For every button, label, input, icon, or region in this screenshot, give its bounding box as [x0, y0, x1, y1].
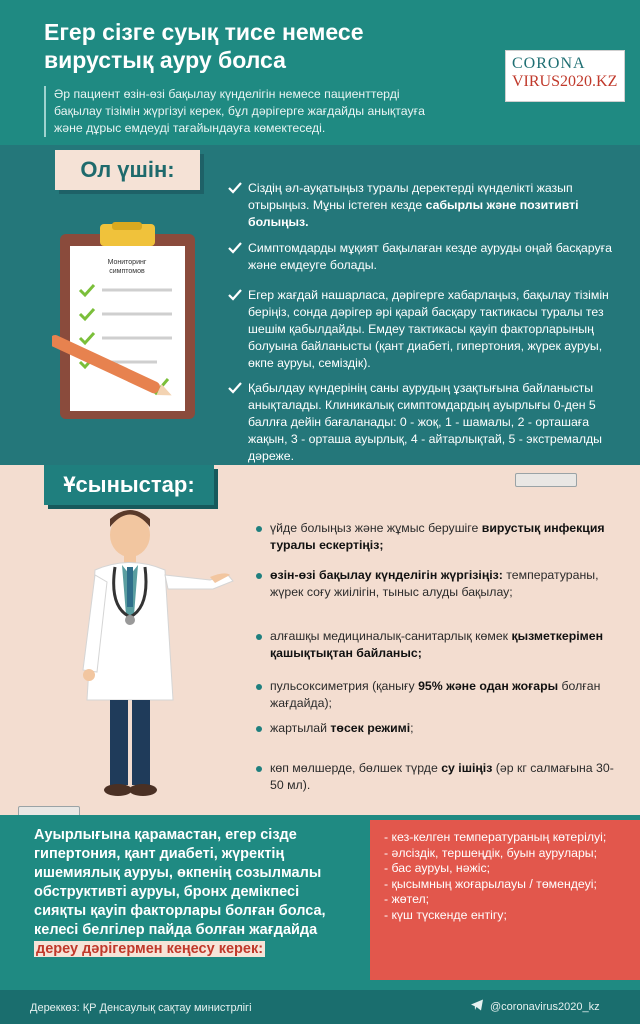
rec-text: болған жағдайда); [270, 679, 601, 710]
checkmark-icon [228, 241, 242, 255]
section1-item-4 [228, 380, 618, 465]
section1-heading: Ол үшін: [55, 150, 200, 190]
recommendation-item-2 [256, 567, 616, 601]
rec-bold: өзін-өзі бақылау күнделігін жүргізіңіз: [270, 568, 503, 582]
clipboard-illustration [52, 222, 202, 427]
symptom-item: - кез-келген температураның көтерілуі; [384, 830, 607, 844]
section2-heading: Ұсыныстар: [44, 465, 214, 505]
telegram-icon [470, 998, 484, 1015]
rec-bold: төсек режимі [330, 721, 411, 735]
recommendation-item-4 [256, 678, 616, 712]
section1-item-3 [228, 287, 618, 372]
checkmark-icon [228, 181, 242, 195]
rec-text: пульсоксиметрия (қанығу [270, 679, 419, 693]
rec-text: үйде болыңыз және жұмыс берушіге [270, 521, 482, 535]
item-bold: сабырлы және позитивті болыңыз. [248, 198, 579, 229]
clipboard-subtitle: симптомов [109, 268, 145, 275]
rec-text: алғашқы медициналық-санитарлық көмек [270, 629, 512, 643]
doctor-illustration [70, 505, 240, 805]
rec-text: (әр кг салмағына 30-50 мл). [270, 761, 614, 792]
recommendation-item-3 [256, 628, 616, 662]
symptom-item: - бас ауруы, нәжіс; [384, 861, 491, 875]
warning-main: Ауырлығына қарамастан, егер сізде гипертония, қант диабеті, жүректің ишемиялық ауруы, өкпенің созылмалы обструктивті ауруы, бронх демікпесі сияқты қауіп факторлары болған болса, келесі белгілер пайда болған жағдайда [34, 827, 326, 938]
symptom-item: - қысымның жоғарылауы / төмендеуі; [384, 876, 597, 891]
symptom-item: - күш түскенде ентігу; [384, 907, 507, 922]
rec-text: температураны, жүрек соғу жиілігін, тыныс алуды бақылау; [270, 568, 599, 599]
bullet-icon [256, 526, 262, 532]
item-text: Симптомдарды мұқият бақылаған кезде ауруды оңай басқаруға және емдеуге болады. [248, 241, 612, 272]
rec-bold: вирустық инфекция туралы ескертіңіз; [270, 521, 605, 552]
checkmark-icon [228, 288, 242, 302]
page-title: Егер сізге суық тисе немесе вирустық ауру болса [44, 19, 364, 73]
rec-text: жартылай [270, 721, 331, 735]
symptoms-box [370, 820, 640, 980]
rec-bold: қызметкерімен қашықтықтан байланыс; [270, 629, 603, 660]
rec-bold: су ішіңіз [441, 761, 493, 775]
symptom-item: - жөтел; [384, 892, 430, 906]
item-text: Сіздің әл-ауқатыңыз туралы деректерді күнделікті жазып отырыңыз. Мұны істеген кезде [248, 181, 573, 212]
coronavirus-logo[interactable] [505, 50, 625, 102]
logo-line1: CORONA [512, 55, 586, 72]
clipboard-title: Мониторинг [107, 259, 147, 266]
source-text: Дереккөз: ҚР Денсаулық сақтау министрлігі [30, 1002, 252, 1014]
checkmark-icon [228, 381, 242, 395]
section1-item-1 [228, 180, 618, 231]
item-text: Қабылдау күндерінің саны аурудың ұзақтығына байланысты анықталады. Клиникалық симптомдардың ауырлығы 0-ден 5 баллға дейін бағаланады: 0 - жоқ, 1 - шамалы, 2 - орташаға жақын, 3 - орташа ауырлық, 4 - айтарлықтай, 5 - экстремалды дәреже. [248, 381, 603, 463]
intro-text: Әр пациент өзін-өзі бақылау күнделігін немесе пациенттерді бақылау тізімін жүргізуі керек, бұл дәрігерге жағдайды анықтауға және дұрыс емдеуді тағайындауға көмектеседі. [44, 86, 444, 137]
section1-item-2 [228, 240, 618, 274]
telegram-handle: @coronavirus2020_kz [490, 1000, 600, 1013]
recommendation-item-6 [256, 760, 616, 794]
bullet-icon [256, 684, 262, 690]
warning-text [34, 826, 354, 959]
logo-line2: VIRUS2020.KZ [512, 73, 618, 90]
recommendation-item-5 [256, 720, 616, 737]
binder-clip-icon [515, 473, 577, 487]
rec-text: ; [410, 721, 414, 735]
telegram-link[interactable] [470, 998, 600, 1015]
bullet-icon [256, 634, 262, 640]
bullet-icon [256, 766, 262, 772]
recommendation-item-1 [256, 520, 616, 554]
rec-bold: 95% және одан жоғары [418, 679, 559, 693]
symptom-item: - әлсіздік, тершеңдік, буын аурулары; [384, 845, 598, 860]
rec-text: көп мөлшерде, бөлшек түрде [270, 761, 442, 775]
item-text: Егер жағдай нашарласа, дәрігерге хабарлаңыз, бақылау тізімін беріңіз, сонда дәрігер әрі қарай басқару тактикасы туралы тез шешім қабылдайды. Емдеу тактикасы қауіп факторларының болуына байланысты (қант диабеті, гипертония, жүрек ауруы, өкпе ауруы, семіздік). [248, 288, 609, 370]
warning-highlight: дереу дәрігермен кеңесу керек: [36, 941, 264, 957]
bullet-icon [256, 573, 262, 579]
bullet-icon [256, 726, 262, 732]
